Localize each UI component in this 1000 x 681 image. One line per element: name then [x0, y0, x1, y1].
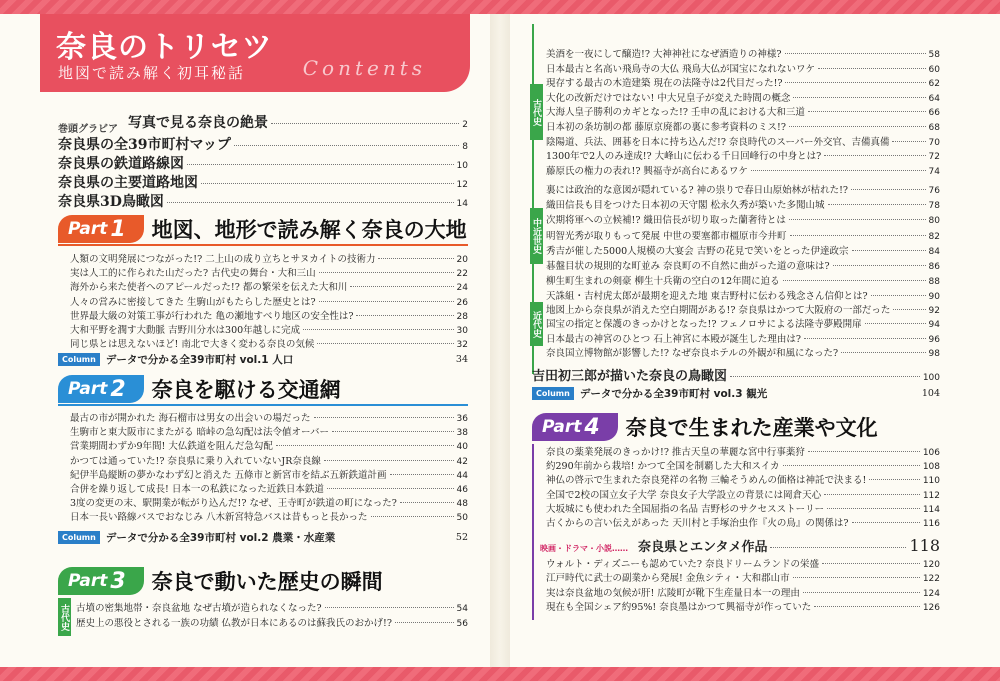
dot-leader [824, 494, 920, 495]
entry-page: 62 [928, 79, 940, 90]
entry-title: 歴史上の悪役とされる一族の功績 仏教が日本にあるのは蘇我氏のおかげ!? [76, 618, 392, 629]
entry-page: 124 [922, 588, 940, 599]
entry-page: 84 [928, 246, 940, 257]
toc-entry [546, 197, 940, 211]
dot-leader [167, 202, 454, 203]
dot-leader [824, 155, 925, 156]
entry-title: 全国で2校の国立女子大学 奈良女子大学設立の背景には岡倉天心 [546, 489, 822, 501]
entry-page: 92 [928, 306, 940, 317]
part4-vertical-rule [532, 444, 534, 620]
entry-title: ウォルト・ディズニーも認めていた? 奈良ドリームランドの栄盛 [546, 559, 819, 570]
entry-title: 江戸時代に武士の副業から発展! 金魚シティ・大和郡山市 [546, 573, 790, 585]
contents-header [40, 14, 470, 92]
entry-title: 陰陽道、兵法、囲碁を日本に持ち込んだ!? 奈良時代のスーパー外交官、吉備真備 [546, 136, 890, 148]
dot-leader [390, 474, 454, 475]
entry-page: 2 [462, 120, 468, 130]
dot-leader [851, 189, 926, 190]
entry-title: 古くからの言い伝えがあった 天川村と手塚治虫作『火の鳥』の関係は? [546, 518, 849, 529]
dot-leader [785, 82, 925, 83]
dot-leader [325, 607, 454, 608]
entry-title: 合併を繰り返して成長! 日本一の私鉄になった近鉄日本鉄道 [70, 484, 324, 495]
entry-title: 大和平野を潤す大動脈 吉野川分水は300年越しに完成 [70, 325, 301, 336]
entry-page: 58 [928, 50, 940, 60]
part2-title: 奈良を駆ける交通網 [151, 377, 341, 402]
dot-leader [317, 343, 453, 344]
entry-page: 76 [928, 186, 940, 196]
toc-entry [546, 258, 940, 272]
dot-leader [395, 622, 454, 623]
column-text: データで分かる全39市町村 vol.1 人口 [105, 354, 294, 366]
dot-leader [378, 258, 453, 259]
entry-page: 50 [456, 513, 468, 524]
part1-column [58, 352, 468, 367]
entry-title: 古墳の密集地帯・奈良盆地 なぜ古墳が造られなくなった? [76, 603, 322, 614]
top-decorative-band [0, 0, 1000, 14]
entry-title: 写真で見る奈良の絶景 [128, 115, 268, 131]
entry-page: 8 [462, 142, 468, 152]
toc-entry [70, 424, 468, 438]
part1-rule [58, 244, 468, 246]
entry-title: 現存する最古の木造建築 現在の法隆寺は2代目だった!? [546, 78, 783, 90]
part2-rule [58, 404, 468, 406]
entry-page: 108 [922, 462, 940, 473]
yoshida-page: 100 [922, 373, 940, 383]
dot-leader [187, 164, 454, 165]
toc-entry [58, 172, 468, 192]
toc-entry [70, 481, 468, 495]
entry-page: 32 [456, 340, 468, 351]
entry-page: 24 [456, 283, 468, 294]
gravure-label: 巻頭グラビア [58, 124, 118, 135]
toc-entry [546, 316, 940, 330]
entry-title: 生駒市と東大阪市にまたがる 暗峠の急勾配は法令値オーバー [70, 427, 330, 439]
entry-title: 人々の営みに密接してきた 生駒山がもたらした歴史とは? [70, 296, 316, 308]
entry-page: 82 [928, 231, 940, 242]
toc-entry [70, 265, 468, 279]
entry-page: 106 [922, 448, 940, 458]
entry-page: 114 [922, 504, 940, 515]
part4-badge: Part 4 [532, 413, 618, 441]
toc-entry [70, 308, 468, 322]
toc-entry [546, 345, 940, 359]
entry-page: 110 [922, 476, 940, 487]
entry-title: 秀吉が催した5000人規模の大宴会 吉野の花見で笑いをとった伊達政宗 [546, 245, 849, 257]
entry-title: 現在も全国シェア約95%! 奈良墨はかつて興福寺が作っていた [546, 602, 812, 614]
column-label: Column [58, 353, 100, 366]
entry-title: 日本最古と名高い飛鳥寺の大仏 飛鳥大仏が国宝になれないワケ [546, 63, 816, 75]
entry-title: 地図上から奈良県が消えた空白期間がある!? 奈良県はかつて大阪府の一部だった [546, 305, 891, 317]
toc-entry [58, 191, 468, 211]
part3-side-tab: 古代史 [58, 598, 71, 636]
entry-page: 116 [922, 519, 940, 529]
entry-page: 72 [928, 152, 940, 163]
entertainment-page: 118 [909, 536, 940, 555]
entry-page: 88 [928, 277, 940, 288]
dot-leader [827, 508, 920, 509]
entry-page: 42 [456, 456, 468, 467]
entry-page: 120 [922, 560, 940, 570]
entry-title: 天誅組・吉村虎太郎が最期を迎えた地 東吉野村に伝わる残念さん信仰とは? [546, 291, 868, 302]
entry-page: 48 [456, 499, 468, 510]
dot-leader [783, 465, 920, 466]
dot-leader [814, 606, 920, 607]
entry-page: 122 [922, 574, 940, 585]
entry-page: 66 [928, 108, 940, 119]
dot-leader [201, 183, 454, 184]
entry-title: 1300年で2人のみ達成!? 大峰山に伝わる千日回峰行の中身とは? [546, 151, 822, 163]
toc-entry [70, 279, 468, 293]
entry-title: 奈良の薬業発展のきっかけ!? 推古天皇の華麗な宮中行事薬狩 [546, 447, 805, 458]
toc-entry [546, 273, 940, 287]
entry-title: 奈良県の全39市町村マップ [58, 137, 231, 153]
yoshida-entry [532, 365, 940, 384]
dot-leader [871, 295, 926, 296]
toc-entry [546, 61, 940, 75]
entry-page: 60 [928, 64, 940, 75]
dot-leader [350, 286, 453, 287]
dot-leader [808, 451, 920, 452]
entry-title: 最古の市が開かれた 海石榴市は男女の出会いの場だった [70, 413, 311, 424]
entry-page: 70 [928, 137, 940, 148]
toc-entry [546, 302, 940, 316]
entry-page: 126 [922, 603, 940, 614]
dot-leader [808, 111, 926, 112]
column-page: 34 [455, 354, 468, 365]
column-text: データで分かる全39市町村 vol.2 農業・水産業 [105, 532, 336, 544]
part3-heading [58, 566, 383, 596]
entry-title: 大海人皇子勝利のカギとなった!? 壬申の乱における大和三道 [546, 107, 805, 119]
dot-leader [234, 145, 459, 146]
entry-title: 大坂城にも使われた全国屈指の名品 吉野杉のサクセスストーリー [546, 503, 825, 515]
part2-heading [58, 374, 341, 404]
entry-page: 46 [456, 485, 468, 495]
entry-title: 営業期間わずか9年間! 大仏鉄道を阻んだ急勾配 [70, 441, 273, 453]
part4-title: 奈良で生まれた産業や文化 [625, 415, 878, 440]
part1-badge: Part 1 [58, 215, 144, 243]
toc-entry [58, 134, 468, 154]
toc-entry [546, 228, 940, 242]
modern-side-tab: 近代史 [530, 302, 543, 346]
entry-page: 26 [456, 297, 468, 308]
toc-entry [70, 453, 468, 467]
entry-page: 20 [456, 255, 468, 265]
dot-leader [789, 219, 926, 220]
dot-leader [793, 577, 920, 578]
entertainment-title: 奈良県とエンタメ作品 [638, 540, 768, 555]
toc-entry [546, 148, 940, 162]
medieval-side-tab: 中近世史 [530, 208, 543, 264]
entry-title: 人類の文明発展につながった!? 二上山の成り立ちとサヌカイトの技術力 [70, 254, 376, 265]
entry-title: 碁盤目状の規則的な町並み 奈良町の不自然に曲がった道の意味は? [546, 261, 830, 272]
entry-title: 奈良県3D鳥瞰図 [58, 194, 164, 210]
entry-page: 64 [928, 93, 940, 104]
dot-leader [852, 250, 926, 251]
part4-heading [532, 412, 878, 442]
part2-badge: Part 2 [58, 375, 144, 403]
entertainment-entry [540, 536, 940, 555]
toc-entry [546, 487, 940, 501]
page-gutter [490, 14, 510, 667]
dot-leader [822, 563, 920, 564]
entry-title: 約290年前から栽培! かつて全国を制覇した大和スイカ [546, 461, 780, 473]
dot-leader [818, 68, 926, 69]
dot-leader [319, 272, 454, 273]
toc-entry [546, 46, 940, 60]
entry-page: 112 [922, 490, 940, 501]
entry-page: 22 [456, 269, 468, 280]
column-page: 52 [455, 532, 468, 543]
entry-title: 国宝の指定と保護のきっかけとなった!? フェノロサによる法隆寺夢殿開扉 [546, 319, 862, 331]
dot-leader [790, 235, 926, 236]
entry-title: 奈良県の主要道路地図 [58, 175, 198, 191]
toc-entry [546, 458, 940, 472]
entry-title: 世界最大級の対策工事が行われた 亀の瀬地すべり地区の安全性は? [70, 310, 354, 322]
entry-title: 柳生町生まれの剣豪 柳生十兵衛の空白の12年間に迫る [546, 276, 780, 288]
entry-title: 3度の変更の末、駅開業が転がり込んだ!? なぜ、王寺町が鉄道の町になった? [70, 498, 397, 510]
entry-title: 日本初の条坊制の都 藤原京廃都の裏に参考資料のミス!? [546, 122, 786, 133]
dot-leader [841, 352, 925, 353]
toc-entry [546, 472, 940, 486]
toc-entry [76, 600, 468, 614]
dot-leader [314, 417, 454, 418]
dot-leader [400, 502, 454, 503]
column-page: 104 [921, 388, 940, 399]
entry-page: 10 [456, 161, 468, 171]
part3-badge: Part 3 [58, 567, 144, 595]
dot-leader [783, 280, 926, 281]
toc-entry [546, 134, 940, 148]
entry-page: 96 [928, 334, 940, 345]
toc-entry [546, 556, 940, 570]
yoshida-title: 吉田初三郎が描いた奈良の鳥瞰図 [532, 369, 728, 384]
contents-label: Contents [302, 56, 426, 80]
dot-leader [892, 141, 925, 142]
toc-entry [546, 501, 940, 515]
toc-entry [58, 153, 468, 173]
entry-page: 14 [456, 199, 468, 209]
dot-leader [356, 315, 453, 316]
entry-title: 日本一長い路線バスでおなじみ 八木新宮特急バスは昔もっと長かった [70, 512, 368, 524]
dot-leader [324, 460, 454, 461]
entry-page: 56 [456, 619, 468, 629]
entry-title: 日本最古の神宮のひとつ 石上神宮に本殿が誕生した理由は? [546, 333, 801, 345]
toc-entry [546, 515, 940, 529]
entry-title: 神仏の啓示で生まれた奈良発祥の名物 三輪そうめんの価格は神託で決まる! [546, 475, 867, 487]
toc-entry [70, 495, 468, 509]
dot-leader [371, 516, 454, 517]
toc-entry [70, 336, 468, 350]
entry-page: 80 [928, 216, 940, 227]
toc-entry [546, 444, 940, 458]
dot-leader [893, 309, 925, 310]
part2-column [58, 530, 468, 545]
dot-leader [785, 53, 926, 54]
dot-leader [303, 329, 453, 330]
toc-entry [70, 509, 468, 523]
column-text: データで分かる全39市町村 vol.3 観光 [579, 388, 768, 400]
toc-entry [70, 410, 468, 424]
entry-page: 36 [456, 414, 468, 424]
part3-column [532, 386, 940, 401]
toc-entry [546, 570, 940, 584]
entry-page: 78 [928, 201, 940, 212]
dot-leader [319, 301, 454, 302]
entry-page: 98 [928, 348, 940, 359]
dot-leader [789, 126, 926, 127]
entry-title: 実は人工的に作られた山だった? 古代史の舞台・大和三山 [70, 268, 316, 280]
part1-title: 地図、地形で読み解く奈良の大地 [151, 217, 467, 242]
entry-title: 明智光秀が取りもって発展 中世の要塞都市橿原市今井町 [546, 230, 787, 242]
dot-leader [793, 97, 925, 98]
entry-title: 藤原氏の権力の表れ!? 興福寺が高台にあるワケ [546, 165, 748, 177]
dot-leader [869, 479, 919, 480]
book-subtitle: 地図で読み解く初耳秘話 [58, 64, 246, 82]
book-title: 奈良のトリセツ [56, 30, 273, 65]
entry-page: 28 [456, 311, 468, 322]
entry-title: 次期将軍への立候補!? 織田信長が切り取った蘭奢待とは [546, 215, 786, 227]
dot-leader [332, 431, 454, 432]
entry-title: かつては通っていた!? 奈良県に乗り入れていないJR奈良線 [70, 455, 321, 467]
bottom-decorative-band [0, 667, 1000, 681]
entry-title: 大化の改新だけではない! 中大兄皇子が変えた時間の概念 [546, 92, 791, 104]
toc-entry [546, 243, 940, 257]
entry-title: 奈良国立博物館が影響した!? なぜ奈良ホテルの外観が和風になった? [546, 347, 839, 359]
entry-title: 実は奈良盆地の気候が肝! 広陵町が靴下生産量日本一の理由 [546, 587, 800, 599]
entry-title: 海外から来た使者へのアピールだった!? 都の繁栄を伝えた大和川 [70, 282, 348, 294]
entry-page: 54 [456, 604, 468, 614]
dot-leader [271, 123, 459, 124]
dot-leader [852, 522, 920, 523]
toc-entry [546, 331, 940, 345]
entry-title: 裏には政治的な意図が隠れている? 神の祟りで春日山原始林が枯れた!? [546, 185, 849, 196]
toc-entry [546, 599, 940, 613]
toc-entry [546, 182, 940, 196]
toc-entry [546, 104, 940, 118]
toc-entry [128, 112, 468, 132]
dot-leader [865, 323, 926, 324]
entry-page: 12 [456, 180, 468, 190]
entry-page: 30 [456, 326, 468, 336]
column-label: Column [58, 531, 100, 544]
entry-page: 44 [456, 470, 468, 481]
toc-entry [70, 251, 468, 265]
entry-title: 紀伊半島縦断の夢かなわず幻と消えた 五條市と新宮市を結ぶ五新鉄道計画 [70, 469, 387, 481]
entry-page: 38 [456, 428, 468, 439]
entry-title: 奈良県の鉄道路線図 [58, 156, 184, 172]
dot-leader [751, 170, 926, 171]
entry-page: 68 [928, 123, 940, 133]
dot-leader [327, 488, 454, 489]
toc-entry [70, 294, 468, 308]
part1-heading [58, 214, 467, 244]
entry-page: 74 [928, 166, 940, 177]
entry-page: 86 [928, 262, 940, 272]
toc-entry [70, 322, 468, 336]
toc-entry [546, 75, 940, 89]
dot-leader [804, 338, 926, 339]
toc-entry [546, 90, 940, 104]
dot-leader [833, 265, 926, 266]
toc-entry [70, 467, 468, 481]
toc-entry [70, 438, 468, 452]
entry-page: 90 [928, 292, 940, 302]
toc-entry [546, 585, 940, 599]
ancient-side-tab: 古代史 [530, 84, 543, 140]
toc-entry [546, 119, 940, 133]
toc-entry [546, 288, 940, 302]
entry-title: 同じ県とは思えないほど! 南北で大きく変わる奈良の気候 [70, 339, 315, 351]
toc-entry [76, 615, 468, 629]
entry-title: 織田信長も目をつけた日本初の天守閣 松永久秀が築いた多聞山城 [546, 200, 825, 212]
column-label: Column [532, 387, 574, 400]
toc-entry [546, 212, 940, 226]
entertainment-tag: 映画・ドラマ・小説…… [540, 544, 628, 553]
dot-leader [803, 592, 920, 593]
entry-page: 40 [456, 442, 468, 453]
part3-title: 奈良で動いた歴史の瞬間 [151, 569, 383, 594]
entry-page: 94 [928, 320, 940, 331]
dot-leader [828, 204, 926, 205]
entry-title: 美酒を一夜にして醸造!? 大神神社になぜ酒造りの神様? [546, 49, 782, 60]
toc-entry [546, 163, 940, 177]
dot-leader [276, 445, 454, 446]
